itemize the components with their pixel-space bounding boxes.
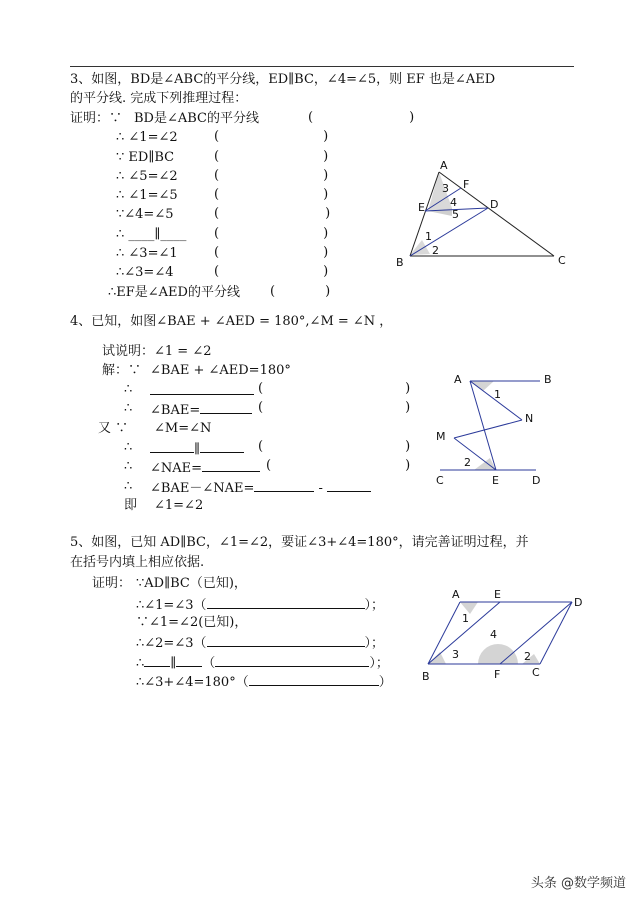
- q3-step: ∴ ∠5=∠2: [116, 169, 178, 184]
- q4-label-B: B: [544, 373, 552, 386]
- q5-title-line1: 5、如图，已知 AD∥BC，∠1=∠2，要证∠3+∠4=180°，请完善证明过程，并: [70, 535, 529, 550]
- q4-ask: 试说明：∠1 = ∠2: [102, 344, 212, 359]
- q3-title-line2: 的平分线. 完成下列推理过程：: [70, 91, 248, 106]
- q3-label-C: C: [558, 254, 566, 267]
- q3-label-E: E: [418, 201, 425, 214]
- q5-label-E: E: [494, 588, 501, 601]
- q3-angle-4: 4: [450, 196, 457, 209]
- top-rule: [70, 66, 574, 67]
- q4-label-D: D: [532, 474, 541, 487]
- q4-step: ∴: [124, 459, 133, 474]
- q3-step: ∴ ∠1=∠2: [116, 130, 178, 145]
- q3-step: ∴ ∠1=∠5: [116, 188, 178, 203]
- q4-label-E: E: [492, 474, 499, 487]
- q4-step: 即: [124, 498, 138, 513]
- q4-step: ∠1=∠2: [154, 498, 204, 513]
- q5-label-B: B: [422, 670, 430, 683]
- q5-label-D: D: [574, 596, 583, 609]
- q3-step: ∴∠3=∠4: [116, 265, 174, 280]
- q5-angle-1: 1: [462, 612, 469, 625]
- q3-step: ∵∠4=∠5: [116, 207, 174, 222]
- q3-label-B: B: [396, 256, 404, 268]
- q4-step: ∠BAE + ∠AED=180°: [150, 363, 291, 378]
- q4-figure: [428, 366, 568, 490]
- q3-figure: [392, 158, 572, 268]
- q5-angle-4: 4: [490, 628, 497, 641]
- q4-label-A: A: [454, 373, 462, 386]
- q5-step: ∴∠3+∠4=180°（: [136, 675, 249, 690]
- q3-step: BD是∠ABC的平分线: [134, 111, 259, 126]
- q3-step: ∴EF是∠AED的平分线: [108, 285, 240, 300]
- q5-proof-label: 证明：: [92, 576, 132, 591]
- q4-step: ∴: [124, 479, 133, 494]
- q3-step: ∴ ____∥____: [116, 227, 187, 242]
- q5-title-line2: 在括号内填上相应依据.: [70, 555, 205, 570]
- q5-step: ∵∠1=∠2(已知)，: [136, 615, 248, 630]
- q3-step: ∴ ∠3=∠1: [116, 246, 178, 261]
- q3-label-A: A: [440, 159, 448, 172]
- q5-step: ∵AD∥BC（已知)，: [136, 576, 247, 591]
- q3-angle-3: 3: [442, 182, 449, 195]
- q4-label-M: M: [436, 430, 446, 443]
- q5-step: ∴∠1=∠3（: [136, 598, 207, 613]
- q4-step: ∴: [124, 440, 133, 455]
- q5-angle-2: 2: [524, 650, 531, 663]
- q4-angle-2: 2: [464, 456, 471, 469]
- q5-step: （: [202, 656, 216, 671]
- q3-label-D: D: [490, 198, 499, 211]
- q4-step: ∴: [124, 401, 133, 416]
- q4-step: ∠BAE－∠NAE=: [150, 481, 255, 496]
- q3-angle-2: 2: [432, 244, 439, 257]
- q5-step: ∴∠2=∠3（: [136, 636, 207, 651]
- q3-label-F: F: [463, 178, 470, 191]
- q4-title: 4、已知，如图∠BAE + ∠AED = 180°,∠M = ∠N ，: [70, 314, 393, 329]
- q4-step: 又 ∵: [98, 421, 129, 436]
- q5-label-A: A: [452, 588, 460, 601]
- q4-step: ∴: [124, 382, 133, 397]
- q3-title-line1: 3、如图，BD是∠ABC的平分线，ED∥BC，∠4=∠5，则 EF 也是∠AED: [70, 72, 496, 87]
- q5-angle-3: 3: [452, 648, 459, 661]
- q5-label-C: C: [532, 666, 540, 679]
- q3-angle-5: 5: [452, 208, 459, 221]
- q4-nae-eq: ∠NAE=: [150, 461, 203, 476]
- q4-bae-eq: ∠BAE=: [150, 403, 201, 418]
- q5-figure: [418, 584, 586, 686]
- q4-label-C: C: [436, 474, 444, 487]
- q5-label-F: F: [494, 668, 501, 681]
- q4-label-N: N: [525, 412, 534, 425]
- q4-solution-label: 解：∵: [102, 363, 142, 378]
- q3-proof-label: 证明：∵: [70, 111, 123, 126]
- q4-angle-1: 1: [494, 388, 501, 401]
- q3-step: ∵ ED∥BC: [116, 150, 175, 165]
- q3-angle-1: 1: [425, 230, 432, 243]
- q4-step: ∠M=∠N: [154, 421, 212, 436]
- brand-watermark: 头条 @数学频道: [530, 876, 626, 891]
